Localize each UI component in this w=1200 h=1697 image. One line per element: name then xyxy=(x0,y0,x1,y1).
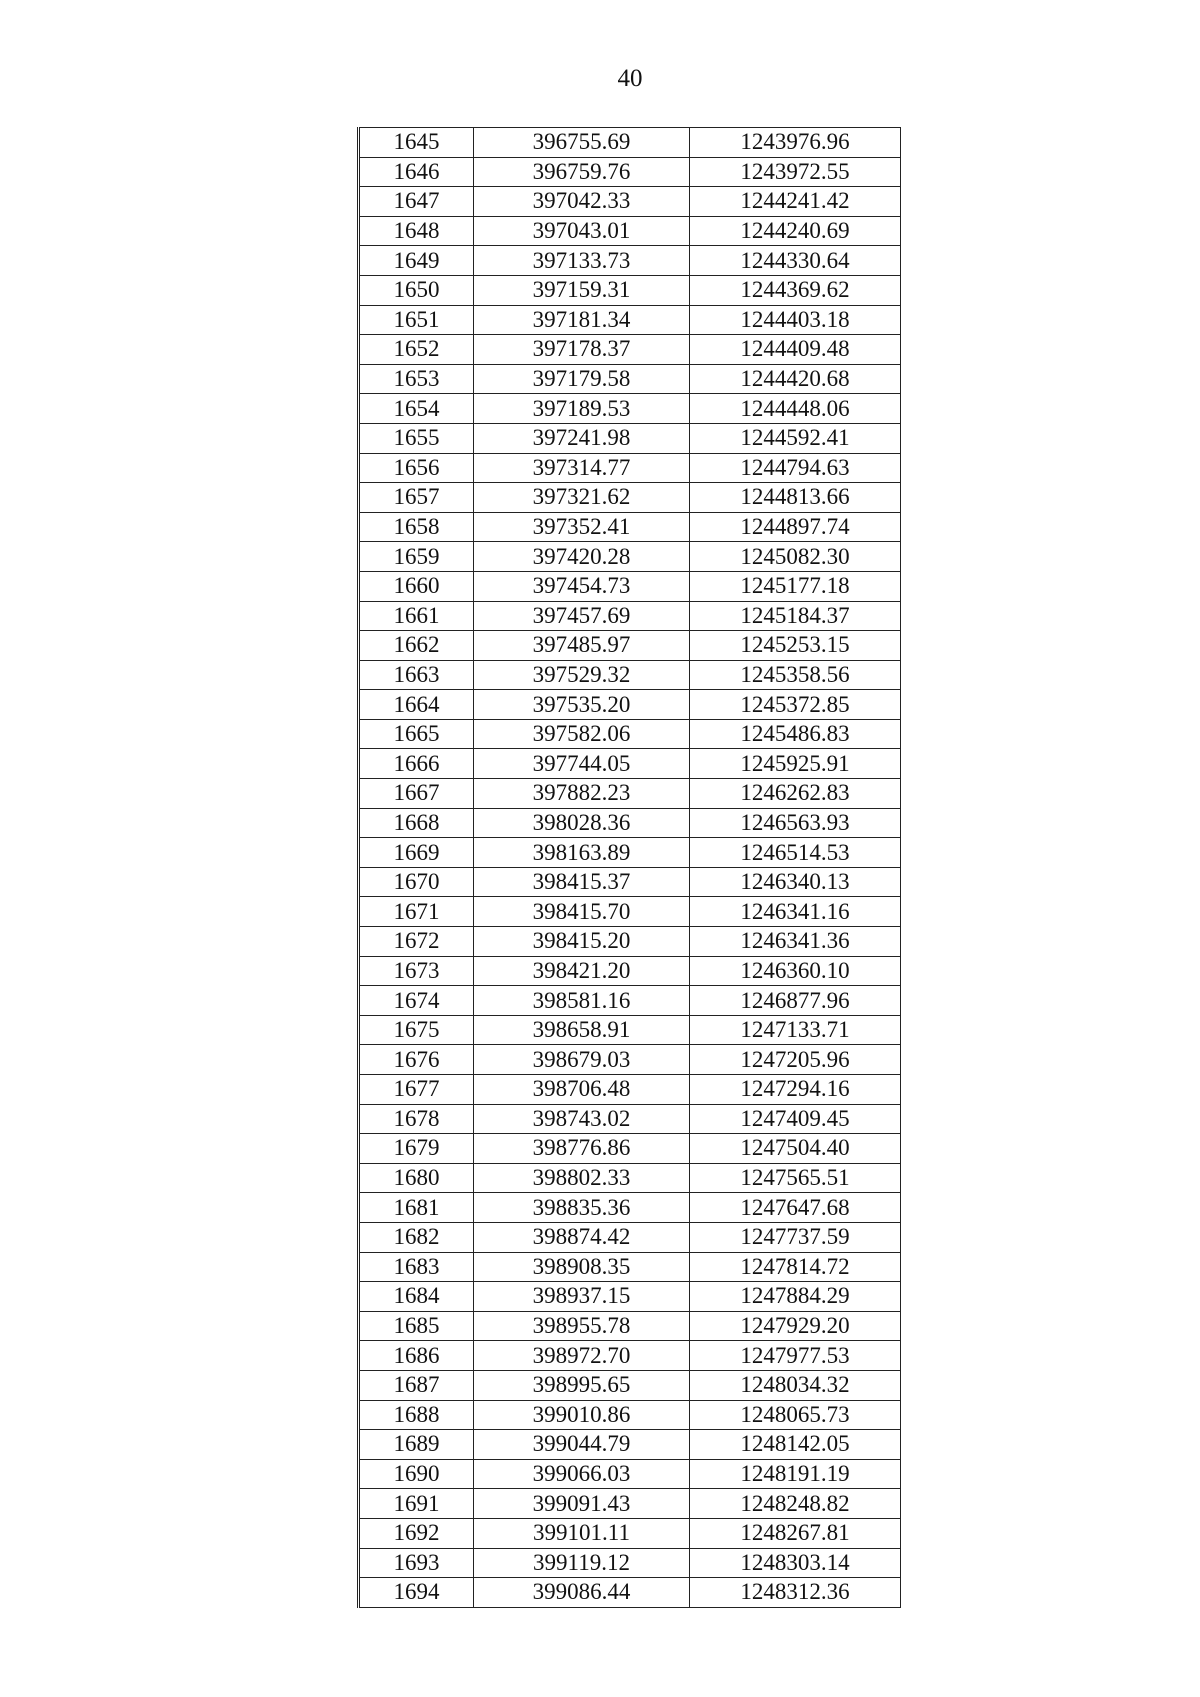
y-coordinate-cell: 1246514.53 xyxy=(690,838,901,868)
point-number-cell: 1655 xyxy=(359,423,474,453)
y-coordinate-cell: 1246341.16 xyxy=(690,897,901,927)
point-number-cell: 1686 xyxy=(359,1341,474,1371)
table-row xyxy=(359,867,901,897)
table-row xyxy=(359,719,901,749)
y-coordinate-cell: 1248312.36 xyxy=(690,1578,901,1608)
point-number-cell: 1693 xyxy=(359,1548,474,1578)
y-coordinate-cell: 1247294.16 xyxy=(690,1075,901,1105)
table-row xyxy=(359,986,901,1016)
y-coordinate-cell: 1248248.82 xyxy=(690,1489,901,1519)
x-coordinate-cell: 398955.78 xyxy=(474,1311,690,1341)
table-row xyxy=(359,335,901,365)
y-coordinate-cell: 1248191.19 xyxy=(690,1459,901,1489)
x-coordinate-cell: 397043.01 xyxy=(474,216,690,246)
table-row xyxy=(359,157,901,187)
x-coordinate-cell: 399091.43 xyxy=(474,1489,690,1519)
point-number-cell: 1678 xyxy=(359,1104,474,1134)
x-coordinate-cell: 399119.12 xyxy=(474,1548,690,1578)
table-row xyxy=(359,216,901,246)
y-coordinate-cell: 1244794.63 xyxy=(690,453,901,483)
table-row xyxy=(359,394,901,424)
x-coordinate-cell: 399010.86 xyxy=(474,1400,690,1430)
point-number-cell: 1681 xyxy=(359,1193,474,1223)
point-number-cell: 1688 xyxy=(359,1400,474,1430)
y-coordinate-cell: 1245253.15 xyxy=(690,631,901,661)
x-coordinate-cell: 396755.69 xyxy=(474,128,690,158)
x-coordinate-cell: 397744.05 xyxy=(474,749,690,779)
x-coordinate-cell: 399044.79 xyxy=(474,1430,690,1460)
table-row xyxy=(359,1282,901,1312)
point-number-cell: 1664 xyxy=(359,690,474,720)
x-coordinate-cell: 396759.76 xyxy=(474,157,690,187)
x-coordinate-cell: 397179.58 xyxy=(474,364,690,394)
y-coordinate-cell: 1245184.37 xyxy=(690,601,901,631)
x-coordinate-cell: 397882.23 xyxy=(474,779,690,809)
table-row xyxy=(359,1311,901,1341)
y-coordinate-cell: 1248034.32 xyxy=(690,1370,901,1400)
point-number-cell: 1661 xyxy=(359,601,474,631)
point-number-cell: 1674 xyxy=(359,986,474,1016)
point-number-cell: 1658 xyxy=(359,512,474,542)
point-number-cell: 1652 xyxy=(359,335,474,365)
table-row xyxy=(359,779,901,809)
y-coordinate-cell: 1247205.96 xyxy=(690,1045,901,1075)
table-row xyxy=(359,897,901,927)
y-coordinate-cell: 1244403.18 xyxy=(690,305,901,335)
table-row xyxy=(359,1489,901,1519)
point-number-cell: 1694 xyxy=(359,1578,474,1608)
y-coordinate-cell: 1247977.53 xyxy=(690,1341,901,1371)
point-number-cell: 1660 xyxy=(359,571,474,601)
y-coordinate-cell: 1245082.30 xyxy=(690,542,901,572)
x-coordinate-cell: 397133.73 xyxy=(474,246,690,276)
x-coordinate-cell: 397529.32 xyxy=(474,660,690,690)
table-row xyxy=(359,927,901,957)
table-row xyxy=(359,956,901,986)
y-coordinate-cell: 1246877.96 xyxy=(690,986,901,1016)
table-row xyxy=(359,690,901,720)
table-row xyxy=(359,1015,901,1045)
point-number-cell: 1683 xyxy=(359,1252,474,1282)
x-coordinate-cell: 399101.11 xyxy=(474,1518,690,1548)
y-coordinate-cell: 1246341.36 xyxy=(690,927,901,957)
point-number-cell: 1671 xyxy=(359,897,474,927)
point-number-cell: 1670 xyxy=(359,867,474,897)
table-row xyxy=(359,1578,901,1608)
y-coordinate-cell: 1244409.48 xyxy=(690,335,901,365)
x-coordinate-cell: 397181.34 xyxy=(474,305,690,335)
point-number-cell: 1675 xyxy=(359,1015,474,1045)
point-number-cell: 1662 xyxy=(359,631,474,661)
table-row xyxy=(359,1370,901,1400)
page-number: 40 xyxy=(617,65,643,92)
y-coordinate-cell: 1245177.18 xyxy=(690,571,901,601)
y-coordinate-cell: 1243972.55 xyxy=(690,157,901,187)
y-coordinate-cell: 1245372.85 xyxy=(690,690,901,720)
x-coordinate-cell: 397321.62 xyxy=(474,483,690,513)
x-coordinate-cell: 398835.36 xyxy=(474,1193,690,1223)
x-coordinate-cell: 397582.06 xyxy=(474,719,690,749)
x-coordinate-cell: 397042.33 xyxy=(474,187,690,217)
y-coordinate-cell: 1244241.42 xyxy=(690,187,901,217)
point-number-cell: 1690 xyxy=(359,1459,474,1489)
x-coordinate-cell: 398937.15 xyxy=(474,1282,690,1312)
x-coordinate-cell: 398415.70 xyxy=(474,897,690,927)
point-number-cell: 1665 xyxy=(359,719,474,749)
point-number-cell: 1654 xyxy=(359,394,474,424)
point-number-cell: 1645 xyxy=(359,128,474,158)
x-coordinate-cell: 397159.31 xyxy=(474,275,690,305)
y-coordinate-cell: 1246262.83 xyxy=(690,779,901,809)
coordinates-table xyxy=(357,127,901,1608)
point-number-cell: 1666 xyxy=(359,749,474,779)
table-row xyxy=(359,1222,901,1252)
table-row xyxy=(359,364,901,394)
y-coordinate-cell: 1247929.20 xyxy=(690,1311,901,1341)
point-number-cell: 1667 xyxy=(359,779,474,809)
point-number-cell: 1682 xyxy=(359,1222,474,1252)
table-row xyxy=(359,187,901,217)
table-row xyxy=(359,1400,901,1430)
x-coordinate-cell: 397535.20 xyxy=(474,690,690,720)
point-number-cell: 1648 xyxy=(359,216,474,246)
table-row xyxy=(359,1548,901,1578)
table-row xyxy=(359,838,901,868)
point-number-cell: 1676 xyxy=(359,1045,474,1075)
point-number-cell: 1656 xyxy=(359,453,474,483)
table-row xyxy=(359,1075,901,1105)
table-row xyxy=(359,1134,901,1164)
table-row xyxy=(359,571,901,601)
x-coordinate-cell: 398972.70 xyxy=(474,1341,690,1371)
point-number-cell: 1649 xyxy=(359,246,474,276)
y-coordinate-cell: 1247565.51 xyxy=(690,1163,901,1193)
y-coordinate-cell: 1245925.91 xyxy=(690,749,901,779)
y-coordinate-cell: 1248303.14 xyxy=(690,1548,901,1578)
point-number-cell: 1646 xyxy=(359,157,474,187)
y-coordinate-cell: 1246340.13 xyxy=(690,867,901,897)
table-row xyxy=(359,601,901,631)
y-coordinate-cell: 1244240.69 xyxy=(690,216,901,246)
table-row xyxy=(359,512,901,542)
point-number-cell: 1668 xyxy=(359,808,474,838)
x-coordinate-cell: 398415.37 xyxy=(474,867,690,897)
table-row xyxy=(359,749,901,779)
x-coordinate-cell: 398415.20 xyxy=(474,927,690,957)
x-coordinate-cell: 398028.36 xyxy=(474,808,690,838)
x-coordinate-cell: 399086.44 xyxy=(474,1578,690,1608)
x-coordinate-cell: 398163.89 xyxy=(474,838,690,868)
table-row xyxy=(359,660,901,690)
x-coordinate-cell: 398706.48 xyxy=(474,1075,690,1105)
y-coordinate-cell: 1247409.45 xyxy=(690,1104,901,1134)
point-number-cell: 1653 xyxy=(359,364,474,394)
x-coordinate-cell: 398874.42 xyxy=(474,1222,690,1252)
y-coordinate-cell: 1244420.68 xyxy=(690,364,901,394)
y-coordinate-cell: 1247504.40 xyxy=(690,1134,901,1164)
x-coordinate-cell: 397189.53 xyxy=(474,394,690,424)
y-coordinate-cell: 1248065.73 xyxy=(690,1400,901,1430)
point-number-cell: 1680 xyxy=(359,1163,474,1193)
point-number-cell: 1679 xyxy=(359,1134,474,1164)
y-coordinate-cell: 1244897.74 xyxy=(690,512,901,542)
table-row xyxy=(359,423,901,453)
table-row xyxy=(359,1430,901,1460)
x-coordinate-cell: 397420.28 xyxy=(474,542,690,572)
x-coordinate-cell: 399066.03 xyxy=(474,1459,690,1489)
table-row xyxy=(359,305,901,335)
y-coordinate-cell: 1246563.93 xyxy=(690,808,901,838)
coordinates-table-body xyxy=(359,128,901,1608)
y-coordinate-cell: 1247884.29 xyxy=(690,1282,901,1312)
table-row xyxy=(359,275,901,305)
x-coordinate-cell: 398908.35 xyxy=(474,1252,690,1282)
x-coordinate-cell: 398421.20 xyxy=(474,956,690,986)
table-row xyxy=(359,1163,901,1193)
table-row xyxy=(359,1459,901,1489)
x-coordinate-cell: 397241.98 xyxy=(474,423,690,453)
table-row xyxy=(359,1045,901,1075)
y-coordinate-cell: 1244592.41 xyxy=(690,423,901,453)
x-coordinate-cell: 398995.65 xyxy=(474,1370,690,1400)
y-coordinate-cell: 1245486.83 xyxy=(690,719,901,749)
y-coordinate-cell: 1244813.66 xyxy=(690,483,901,513)
x-coordinate-cell: 397457.69 xyxy=(474,601,690,631)
table-row xyxy=(359,1104,901,1134)
point-number-cell: 1692 xyxy=(359,1518,474,1548)
table-row xyxy=(359,246,901,276)
point-number-cell: 1689 xyxy=(359,1430,474,1460)
y-coordinate-cell: 1244369.62 xyxy=(690,275,901,305)
x-coordinate-cell: 398581.16 xyxy=(474,986,690,1016)
y-coordinate-cell: 1247737.59 xyxy=(690,1222,901,1252)
x-coordinate-cell: 397352.41 xyxy=(474,512,690,542)
y-coordinate-cell: 1245358.56 xyxy=(690,660,901,690)
x-coordinate-cell: 397314.77 xyxy=(474,453,690,483)
point-number-cell: 1650 xyxy=(359,275,474,305)
table-row xyxy=(359,1341,901,1371)
point-number-cell: 1672 xyxy=(359,927,474,957)
x-coordinate-cell: 398776.86 xyxy=(474,1134,690,1164)
table-row xyxy=(359,453,901,483)
table-row xyxy=(359,1252,901,1282)
point-number-cell: 1685 xyxy=(359,1311,474,1341)
point-number-cell: 1647 xyxy=(359,187,474,217)
table-row xyxy=(359,1518,901,1548)
x-coordinate-cell: 397485.97 xyxy=(474,631,690,661)
y-coordinate-cell: 1244330.64 xyxy=(690,246,901,276)
point-number-cell: 1687 xyxy=(359,1370,474,1400)
table-row xyxy=(359,808,901,838)
x-coordinate-cell: 398802.33 xyxy=(474,1163,690,1193)
y-coordinate-cell: 1246360.10 xyxy=(690,956,901,986)
x-coordinate-cell: 397178.37 xyxy=(474,335,690,365)
x-coordinate-cell: 397454.73 xyxy=(474,571,690,601)
point-number-cell: 1677 xyxy=(359,1075,474,1105)
y-coordinate-cell: 1248267.81 xyxy=(690,1518,901,1548)
y-coordinate-cell: 1243976.96 xyxy=(690,128,901,158)
point-number-cell: 1684 xyxy=(359,1282,474,1312)
y-coordinate-cell: 1247133.71 xyxy=(690,1015,901,1045)
x-coordinate-cell: 398679.03 xyxy=(474,1045,690,1075)
point-number-cell: 1659 xyxy=(359,542,474,572)
table-row xyxy=(359,128,901,158)
point-number-cell: 1673 xyxy=(359,956,474,986)
table-row xyxy=(359,631,901,661)
point-number-cell: 1663 xyxy=(359,660,474,690)
x-coordinate-cell: 398658.91 xyxy=(474,1015,690,1045)
x-coordinate-cell: 398743.02 xyxy=(474,1104,690,1134)
y-coordinate-cell: 1247647.68 xyxy=(690,1193,901,1223)
table-row xyxy=(359,542,901,572)
y-coordinate-cell: 1244448.06 xyxy=(690,394,901,424)
y-coordinate-cell: 1248142.05 xyxy=(690,1430,901,1460)
y-coordinate-cell: 1247814.72 xyxy=(690,1252,901,1282)
point-number-cell: 1651 xyxy=(359,305,474,335)
table-row xyxy=(359,483,901,513)
table-row xyxy=(359,1193,901,1223)
point-number-cell: 1691 xyxy=(359,1489,474,1519)
point-number-cell: 1669 xyxy=(359,838,474,868)
point-number-cell: 1657 xyxy=(359,483,474,513)
